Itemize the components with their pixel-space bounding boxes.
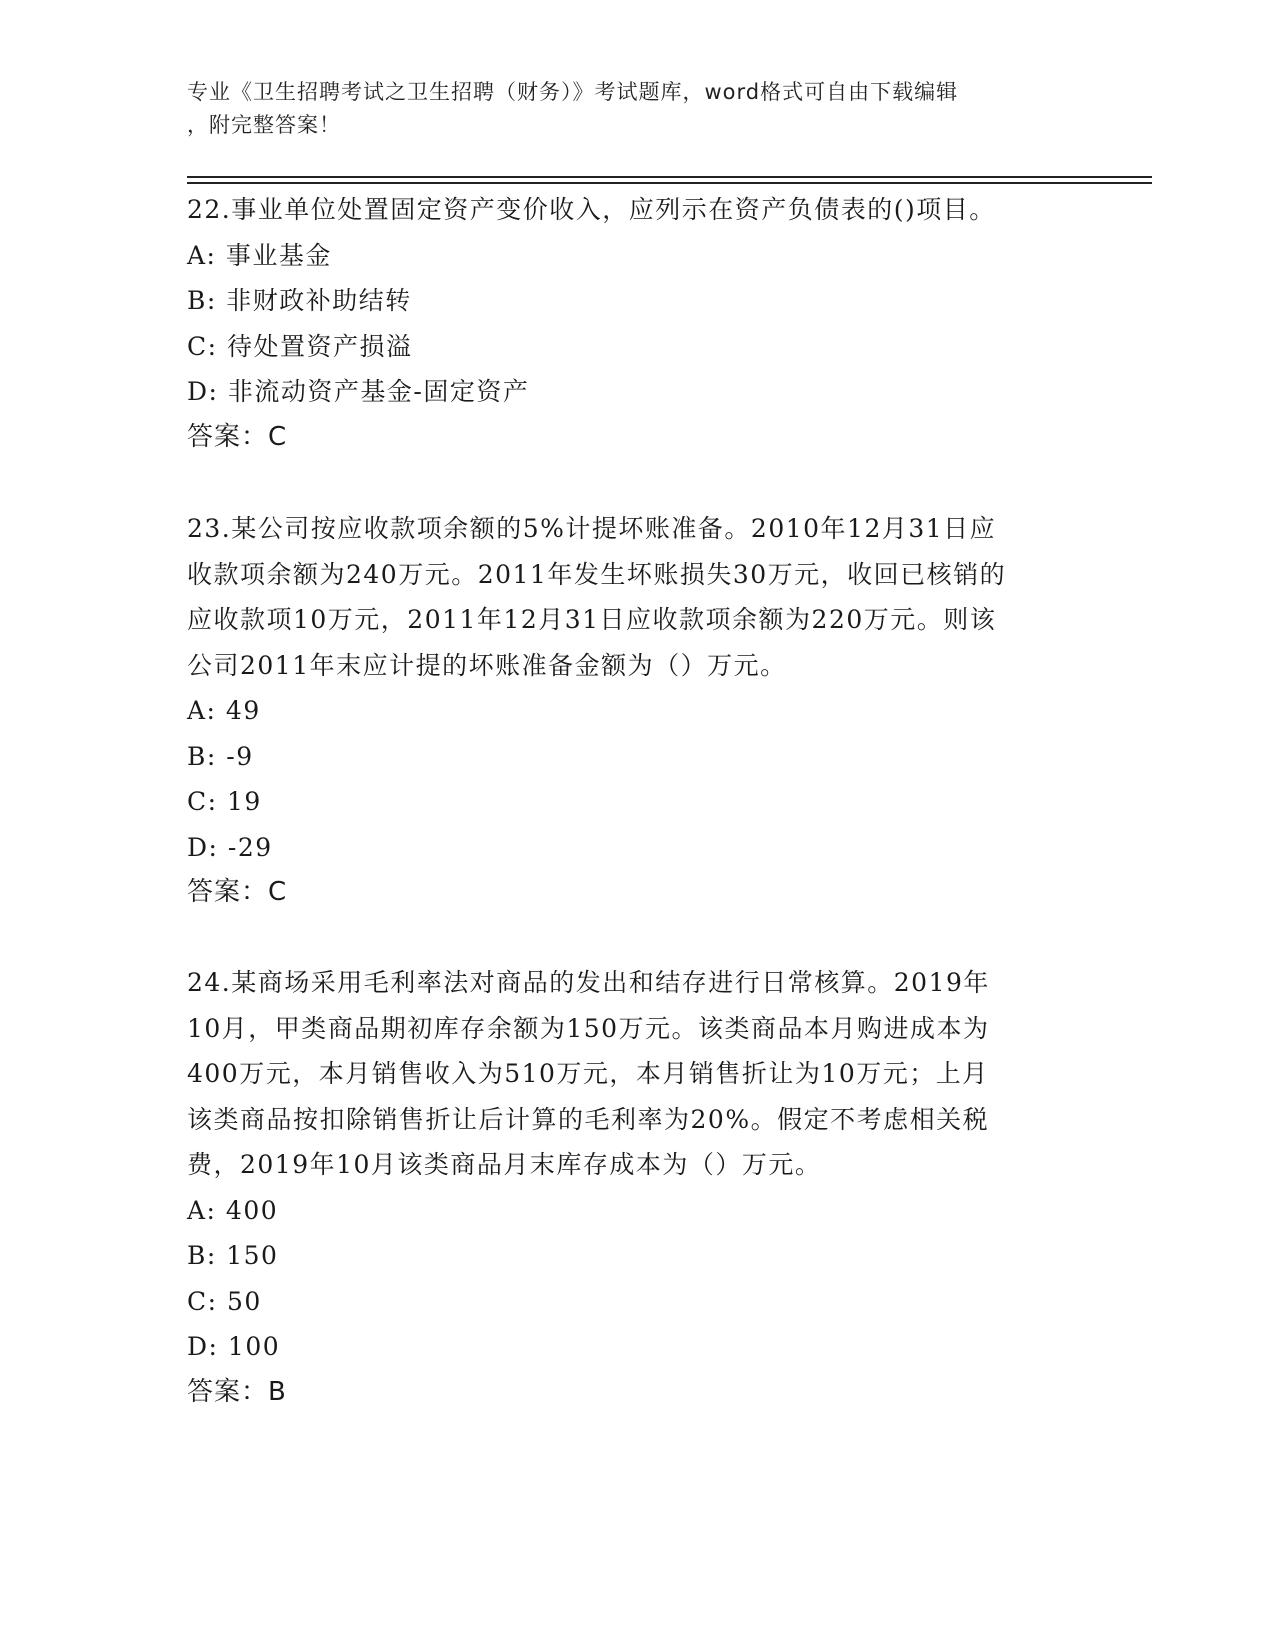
question-stem-line: 10月，甲类商品期初库存余额为150万元。该类商品本月购进成本为 [187, 1013, 990, 1043]
question-stem-line: 费，2019年10月该类商品月末库存成本为（）万元。 [187, 1150, 822, 1179]
option-a: A: 400 [187, 1195, 279, 1225]
answer-line: 答案：B [187, 1376, 287, 1407]
header-divider-bottom [187, 182, 1152, 184]
document-header [187, 76, 1067, 142]
option-b: B: -9 [187, 741, 254, 771]
header-line-1: 专业《卫生招聘考试之卫生招聘（财务）》考试题库，word格式可自由下载编辑 [187, 80, 959, 104]
question-stem-line: 23.某公司按应收款项余额的5%计提坏账准备。2010年12月31日应 [187, 514, 997, 543]
option-b: B: 150 [187, 1241, 279, 1270]
option-c: C: 50 [187, 1286, 262, 1316]
option-c: C: 待处置资产损溢 [187, 331, 413, 361]
option-d: D: 非流动资产基金-固定资产 [187, 377, 530, 406]
question-stem-line: 24.某商场采用毛利率法对商品的发出和结存进行日常核算。2019年 [187, 968, 990, 997]
header-divider-top [187, 176, 1152, 178]
answer-line: 答案：C [187, 421, 288, 452]
question-22 [187, 187, 1087, 460]
option-c: C: 19 [187, 787, 262, 816]
question-stem-line: 该类商品按扣除销售折让后计算的毛利率为20%。假定不考虑相关税 [187, 1104, 990, 1134]
option-d: D: 100 [187, 1332, 281, 1361]
question-24 [187, 960, 1087, 1415]
question-stem-line: 应收款项10万元，2011年12月31日应收款项余额为220万元。则该 [187, 605, 997, 634]
question-23 [187, 506, 1087, 916]
option-d: D: -29 [187, 832, 273, 862]
option-a: A: 49 [187, 696, 261, 725]
option-b: B: 非财政补助结转 [187, 286, 412, 315]
option-a: A: 事业基金 [187, 240, 332, 270]
question-stem-line: 公司2011年末应计提的坏账准备金额为（）万元。 [187, 650, 787, 680]
question-stem-line: 400万元，本月销售收入为510万元，本月销售折让为10万元；上月 [187, 1059, 989, 1088]
question-stem-line: 22.事业单位处置固定资产变价收入，应列示在资产负债表的()项目。 [187, 195, 996, 224]
answer-line: 答案：C [187, 877, 288, 907]
question-stem-line: 收款项余额为240万元。2011年发生坏账损失30万元，收回已核销的 [187, 559, 1007, 589]
header-line-2: ，附完整答案！ [187, 113, 341, 137]
